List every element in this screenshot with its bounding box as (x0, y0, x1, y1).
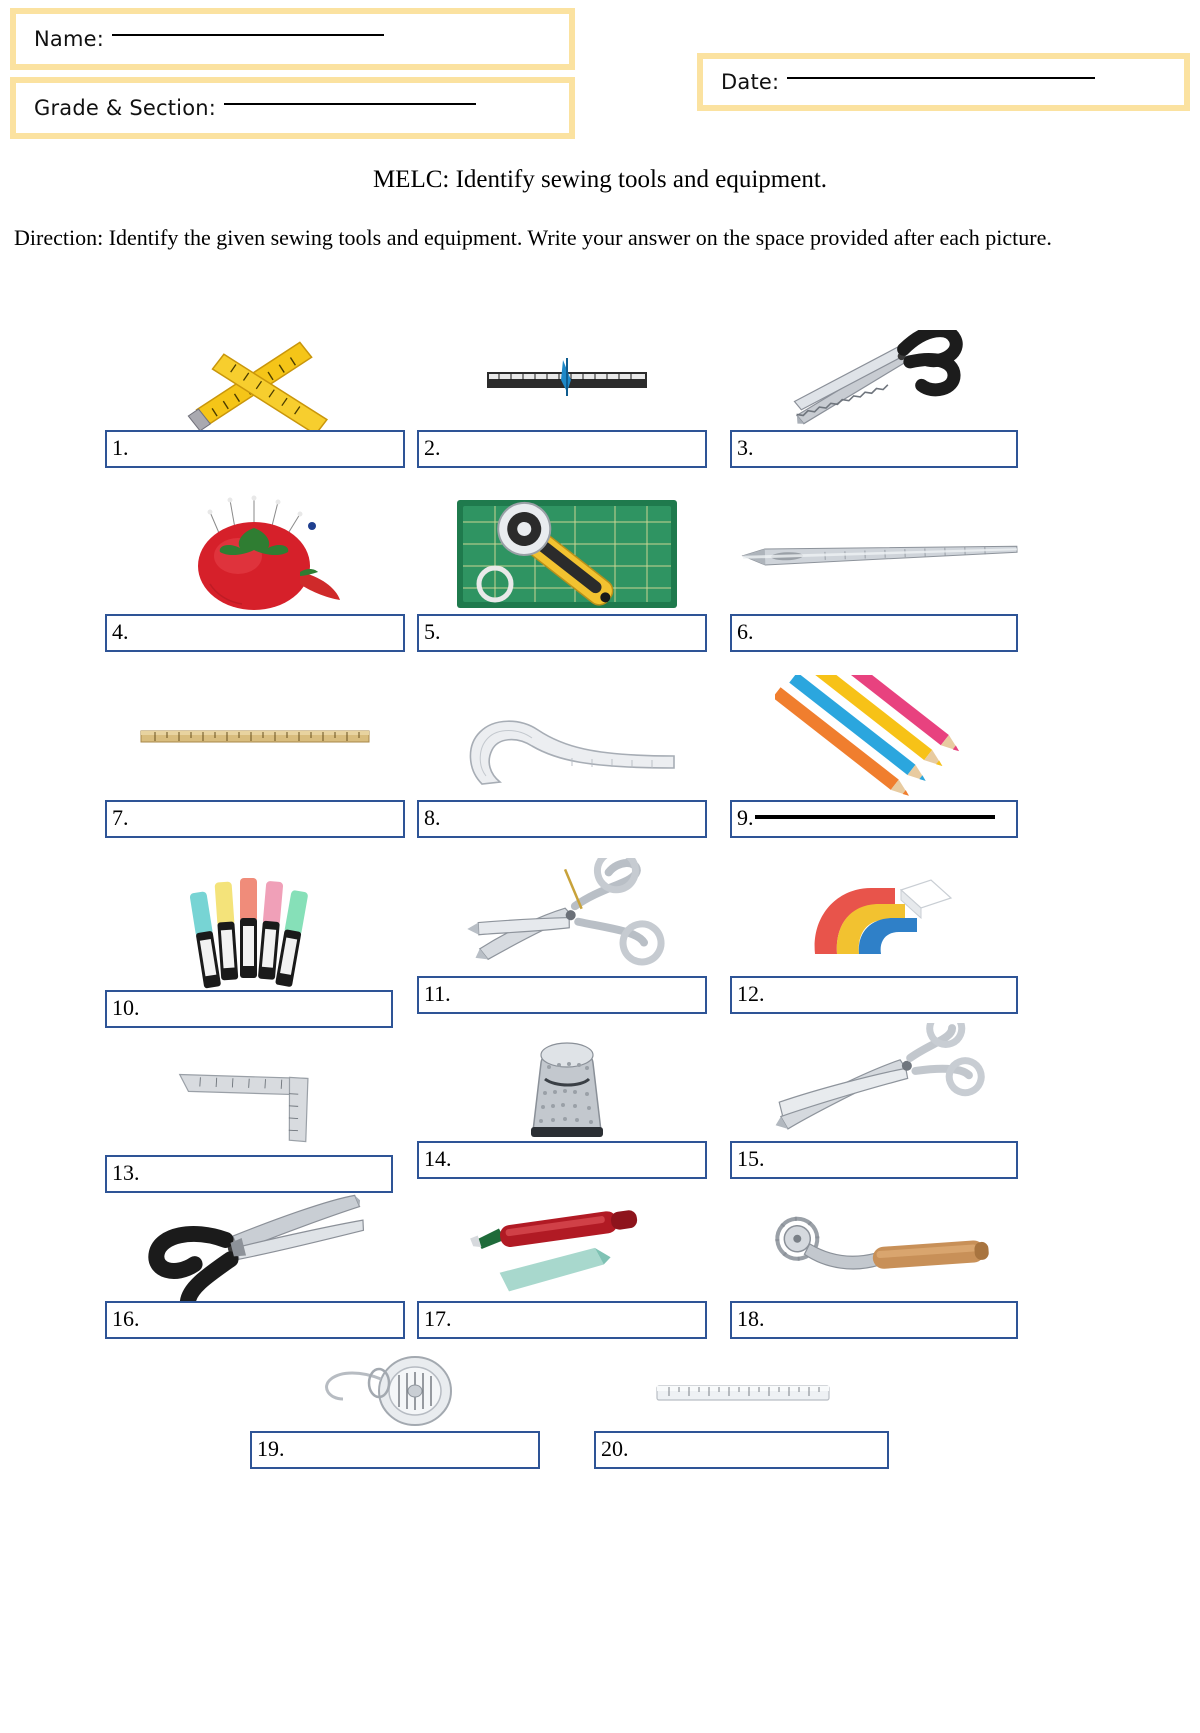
answer-box[interactable] (250, 1431, 540, 1469)
answer-box[interactable] (105, 800, 405, 838)
item-cell (594, 1353, 889, 1469)
item-number: 3. (737, 435, 754, 460)
item-cell (105, 492, 405, 652)
answer-box[interactable] (730, 430, 1018, 468)
item-number: 5. (424, 619, 441, 644)
item-cell (105, 858, 405, 1028)
answer-box[interactable] (417, 1141, 707, 1179)
seam-ripper-icon (417, 1191, 717, 1301)
item-cell (730, 1023, 1030, 1179)
embroidery-scissors-icon (417, 858, 717, 976)
item-number: 14. (424, 1146, 452, 1171)
answer-box[interactable] (730, 800, 1018, 838)
tracing-wheel-icon (730, 1191, 1030, 1301)
item-cell (730, 1191, 1030, 1339)
student-info-group (10, 8, 575, 139)
date-info-group (697, 53, 1190, 111)
trimming-scissors-icon (730, 1023, 1030, 1141)
answer-box[interactable] (417, 800, 707, 838)
answer-box[interactable] (730, 1301, 1018, 1339)
item-cell (730, 858, 1030, 1014)
answer-box[interactable] (105, 1301, 405, 1339)
answer-box[interactable] (105, 614, 405, 652)
french-curve-icon (417, 672, 717, 800)
name-label: Name: (34, 27, 105, 51)
answer-box[interactable] (730, 614, 1018, 652)
answer-box[interactable] (730, 1141, 1018, 1179)
item-cell (250, 1353, 540, 1469)
grade-section-input-line[interactable] (224, 103, 476, 105)
item-cell (417, 1023, 717, 1179)
item-row (0, 858, 1200, 1023)
item-number: 9. (737, 805, 754, 830)
date-input-line[interactable] (787, 77, 1095, 79)
l-square-icon (105, 1037, 405, 1155)
item-row (0, 1023, 1200, 1191)
item-number: 13. (112, 1160, 140, 1185)
melc-title: MELC: Identify sewing tools and equipment. (372, 166, 828, 193)
tailors-chalk-icon (730, 858, 1030, 976)
thimble-icon (417, 1023, 717, 1141)
item-cell (730, 492, 1030, 652)
date-label: Date: (721, 70, 780, 94)
item-cell (417, 492, 717, 652)
item-row (0, 492, 1200, 672)
item-cell (730, 330, 1030, 468)
bodkin-needle-icon (730, 492, 1030, 614)
item-cell (417, 858, 717, 1014)
item-cell (105, 330, 405, 468)
item-number: 8. (424, 805, 441, 830)
answer-box[interactable] (730, 976, 1018, 1014)
direction-text: Direction: Identify the given sewing tools and equipment. Write your answer on the space provided after each picture. (14, 225, 1052, 250)
item-cell (417, 672, 717, 838)
answer-box[interactable] (105, 1155, 393, 1193)
dressmaker-shears-icon (105, 1191, 405, 1301)
wooden-ruler-icon (105, 672, 405, 800)
tape-measure-icon (105, 330, 405, 430)
item-cell (105, 672, 405, 838)
item-number: 17. (424, 1306, 452, 1331)
item-number: 19. (257, 1436, 285, 1461)
answer-box[interactable] (105, 430, 405, 468)
item-number: 2. (424, 435, 441, 460)
tape-measure-coil-icon (250, 1353, 540, 1431)
item-number: 11. (424, 981, 451, 1006)
item-number: 7. (112, 805, 129, 830)
item-cell (105, 1023, 405, 1193)
answer-box[interactable] (594, 1431, 889, 1469)
item-cell (417, 330, 717, 468)
item-number: 20. (601, 1436, 629, 1461)
answer-line[interactable] (755, 815, 995, 819)
item-number: 6. (737, 619, 754, 644)
grade-section-label: Grade & Section: (34, 96, 217, 120)
item-cell (105, 1191, 405, 1339)
item-number: 15. (737, 1146, 765, 1171)
item-cell (730, 672, 1030, 838)
item-row (0, 330, 1200, 492)
answer-box[interactable] (417, 1301, 707, 1339)
tomato-pincushion-icon (105, 492, 405, 614)
grade-section-field[interactable] (10, 77, 575, 139)
item-number: 4. (112, 619, 129, 644)
rotary-cutter-mat-icon (417, 492, 717, 614)
pinking-shears-icon (730, 330, 1030, 430)
seam-ripper-ruler-icon (417, 330, 717, 430)
answer-box[interactable] (417, 614, 707, 652)
item-row (0, 1191, 1200, 1353)
answer-box[interactable] (417, 976, 707, 1014)
fabric-markers-icon (105, 872, 405, 990)
item-row (0, 672, 1200, 858)
colored-pencils-icon (730, 672, 1030, 800)
name-field[interactable] (10, 8, 575, 70)
clear-ruler-icon (594, 1353, 889, 1431)
item-number: 1. (112, 435, 129, 460)
item-number: 10. (112, 995, 140, 1020)
name-input-line[interactable] (112, 34, 384, 36)
item-cell (417, 1191, 717, 1339)
item-number: 12. (737, 981, 765, 1006)
item-number: 16. (112, 1306, 140, 1331)
item-grid (0, 330, 1200, 1493)
item-row (0, 1353, 1200, 1493)
item-number: 18. (737, 1306, 765, 1331)
date-field[interactable] (697, 53, 1190, 111)
answer-box[interactable] (417, 430, 707, 468)
